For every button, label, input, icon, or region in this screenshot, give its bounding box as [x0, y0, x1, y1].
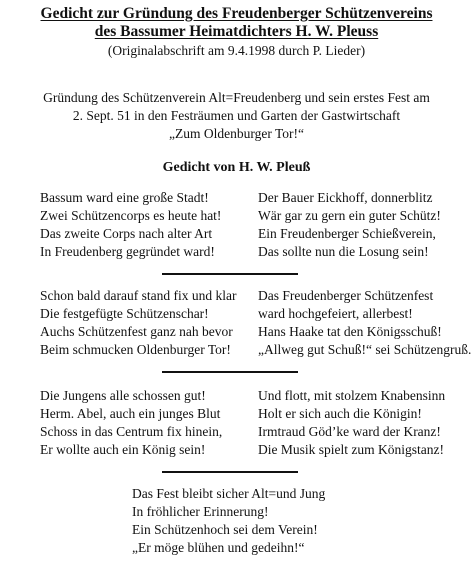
stanza-line: Er wollte auch ein König sein!	[40, 442, 206, 457]
stanza-line: Der Bauer Eickhoff, donnerblitz	[258, 190, 433, 205]
stanza-line: „Er möge blühen und gedeihn!“	[132, 540, 305, 555]
stanza-line: Das zweite Corps nach alter Art	[40, 226, 213, 241]
stanza-line: Das sollte nun die Losung sein!	[258, 244, 429, 259]
stanza-line: Die festgefügte Schützenschar!	[40, 306, 209, 321]
stanza-line: Schoss in das Centrum fix hinein,	[40, 424, 223, 439]
stanza-line: Die Jungens alle schossen gut!	[40, 388, 206, 403]
stanza-line: In fröhlicher Erinnerung!	[132, 504, 269, 519]
intro-line-1: Gründung des Schützenverein Alt=Freudenberg und sein erstes Fest am	[43, 90, 430, 105]
document-title-line-1: Gedicht zur Gründung des Freudenberger Schützenvereins	[40, 5, 433, 22]
stanza-line: Bassum ward eine große Stadt!	[40, 190, 209, 205]
stanza-line: Auchs Schützenfest ganz nah bevor	[40, 324, 233, 339]
stanza-6	[258, 387, 445, 459]
stanza-line: Das Fest bleibt sicher Alt=und Jung	[132, 486, 326, 501]
stanza-line: „Allweg gut Schuß!“ sei Schützengruß.	[258, 342, 472, 357]
stanza-line: Beim schmucken Oldenburger Tor!	[40, 342, 231, 357]
poem-heading: Gedicht von H. W. Pleuß	[162, 160, 311, 175]
stanza-line: Und flott, mit stolzem Knabensinn	[258, 388, 446, 403]
stanza-line: Schon bald darauf stand fix und klar	[40, 288, 237, 303]
stanza-line: In Freudenberg gegründet ward!	[40, 244, 215, 259]
stanza-line: Irmtraud Göd’ke ward der Kranz!	[258, 424, 441, 439]
section-divider	[162, 371, 298, 373]
stanza-line: Die Musik spielt zum Königstanz!	[258, 442, 444, 457]
stanza-4	[258, 287, 471, 359]
stanza-line: Ein Freudenberger Schießverein,	[258, 226, 436, 241]
section-divider	[162, 273, 298, 275]
stanza-2	[258, 189, 441, 261]
section-divider	[162, 471, 298, 473]
stanza-line: Ein Schützenhoch sei dem Verein!	[132, 522, 318, 537]
stanza-1	[40, 189, 221, 261]
intro-line-2: 2. Sept. 51 in den Festräumen und Garten der Gastwirtschaft	[72, 108, 401, 123]
stanza-line: Zwei Schützencorps es heute hat!	[40, 208, 222, 223]
document-title-line-2: des Bassumer Heimatdichters H. W. Pleuss	[94, 23, 379, 40]
document-subtitle: (Originalabschrift am 9.4.1998 durch P. Lieder)	[107, 43, 366, 58]
stanza-line: Das Freudenberger Schützenfest	[258, 288, 434, 303]
stanza-line: ward hochgefeiert, allerbest!	[258, 306, 413, 321]
stanza-5	[40, 387, 222, 459]
stanza-line: Hans Haake tat den Königsschuß!	[258, 324, 442, 339]
stanza-7	[132, 485, 325, 557]
stanza-line: Wär gar zu gern ein guter Schütz!	[258, 208, 441, 223]
stanza-3	[40, 287, 236, 359]
stanza-line: Holt er sich auch die Königin!	[258, 406, 422, 421]
intro-line-3: „Zum Oldenburger Tor!“	[168, 126, 304, 141]
stanza-line: Herm. Abel, auch ein junges Blut	[40, 406, 221, 421]
